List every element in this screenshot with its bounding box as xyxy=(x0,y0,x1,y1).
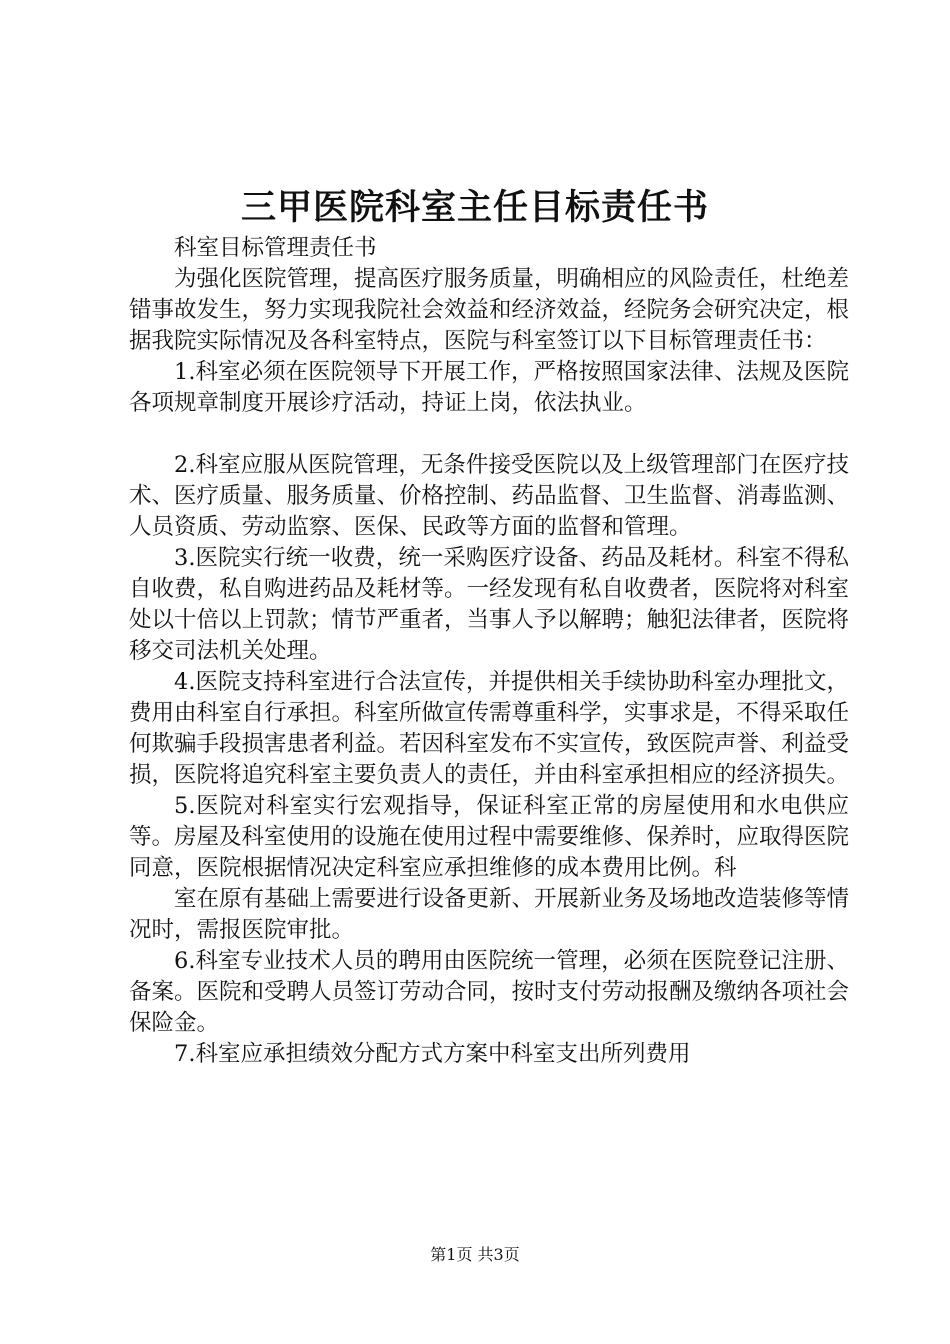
paragraph-item-7: 7.科室应承担绩效分配方式方案中科室支出所列费用 xyxy=(174,1041,691,1067)
paragraph-item-5: 5.医院对科室实行宏观指导，保证科室正常的房屋使用和水电供应等。房屋及科室使用的设施在使用过程中需要维修、保养时，应取得医院同意，医院根据情况决定科室应承担维修的成本费用比例。科 xyxy=(129,793,850,881)
paragraph-heading: 科室目标管理责任书 xyxy=(174,235,377,261)
paragraph-item-2: 2.科室应服从医院管理，无条件接受医院以及上级管理部门在医疗技术、医疗质量、服务质量、价格控制、药品监督、卫生监督、消毒监测、人员资质、劳动监察、医保、民政等方面的监督和管理。 xyxy=(129,452,850,540)
paragraph-item-5-continued: 室在原有基础上需要进行设备更新、开展新业务及场地改造装修等情况时，需报医院审批。 xyxy=(129,886,850,943)
paragraph-intro: 为强化医院管理，提高医疗服务质量，明确相应的风险责任，杜绝差错事故发生，努力实现我院社会效益和经济效益，经院务会研究决定，根据我院实际情况及各科室特点，医院与科室签订以下目标管理责任书： xyxy=(129,266,850,354)
paragraph-item-4: 4.医院支持科室进行合法宣传，并提供相关手续协助科室办理批文，费用由科室自行承担。科室所做宣传需尊重科学，实事求是，不得采取任何欺骗手段损害患者利益。若因科室发布不实宣传，致医院声誉、利益受损，医院将追究科室主要负责人的责任，并由科室承担相应的经济损失。 xyxy=(129,669,850,788)
paragraph-item-1: 1.科室必须在医院领导下开展工作，严格按照国家法律、法规及医院各项规章制度开展诊疗活动，持证上岗，依法执业。 xyxy=(129,359,849,416)
document-body xyxy=(129,233,849,1070)
paragraph-item-3: 3.医院实行统一收费，统一采购医疗设备、药品及耗材。科室不得私自收费，私自购进药品及耗材等。一经发现有私自收费者，医院将对科室处以十倍以上罚款；情节严重者，当事人予以解聘；触犯法律者，医院将移交司法机关处理。 xyxy=(129,545,850,664)
document-title: 三甲医院科室主任目标责任书 xyxy=(240,187,709,228)
page-footer: 第1页 共3页 xyxy=(430,1245,520,1264)
paragraph-item-6: 6.科室专业技术人员的聘用由医院统一管理，必须在医院登记注册、备案。医院和受聘人员签订劳动合同，按时支付劳动报酬及缴纳各项社会保险金。 xyxy=(129,948,850,1036)
